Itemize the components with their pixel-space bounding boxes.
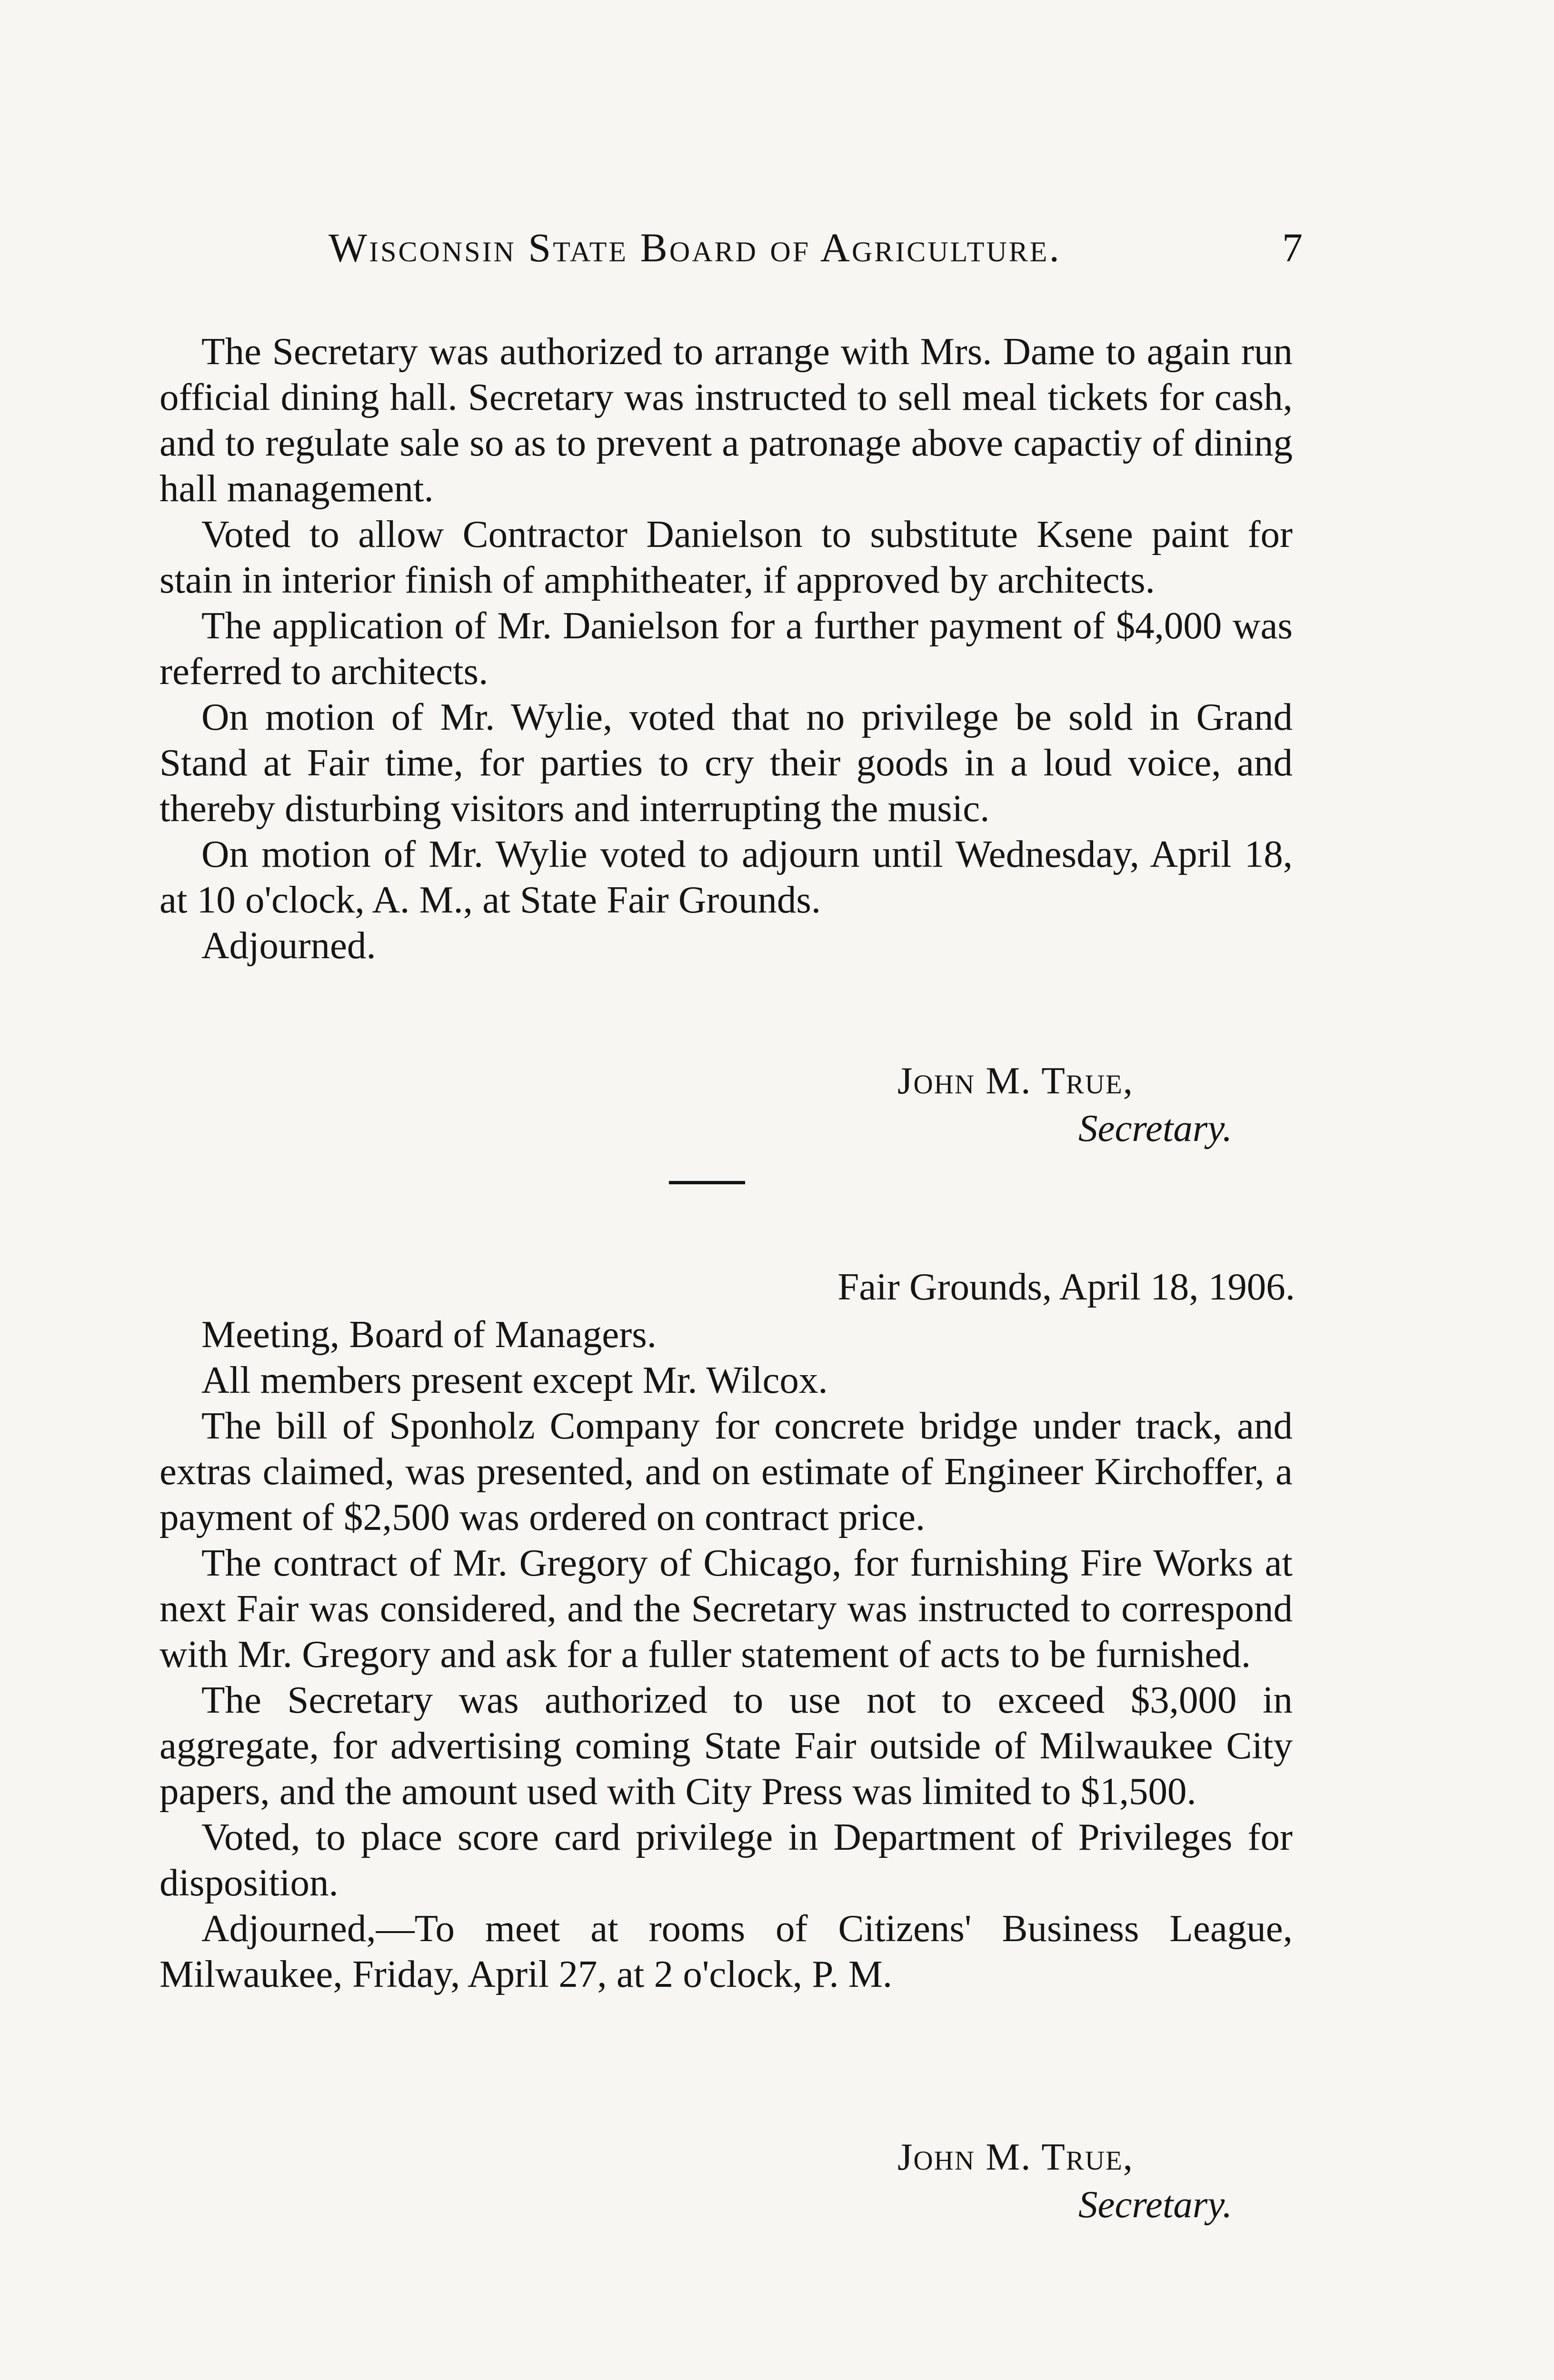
paragraph: Meeting, Board of Managers. [201,1313,657,1356]
paragraph: On motion of Mr. Wylie voted to adjourn until Wednesday, April 18, at 10 o'clock, A. M., at State Fair Grounds. [159,833,1293,921]
signature-title: Secretary. [1078,2183,1233,2226]
paragraph: The application of Mr. Danielson for a further payment of $4,000 was referred to architects. [159,604,1293,693]
paragraph: On motion of Mr. Wylie, voted that no privilege be sold in Grand Stand at Fair time, for parties to cry their goods in a loud voice, and thereby disturbing visitors and interrupting the music. [159,695,1293,830]
running-header [329,224,1305,290]
paragraph: The bill of Sponholz Company for concrete bridge under track, and extras claimed, was presented, and on estimate of Engineer Kirchoffer, a payment of $2,500 was ordered on contract price. [159,1404,1293,1538]
paragraph: Voted to allow Contractor Danielson to substitute Ksene paint for stain in interior finish of amphitheater, if approved by architects. [159,513,1293,601]
page-title: Wisconsin State Board of Agriculture. [329,225,1061,270]
page-number: 7 [1282,225,1305,270]
section-divider [669,1181,745,1184]
paragraph: The contract of Mr. Gregory of Chicago, for furnishing Fire Works at next Fair was considered, and the Secretary was instructed to correspond with Mr. Gregory and ask for a fuller statement of acts to be furnished. [159,1541,1293,1676]
paragraph: Voted, to place score card privilege in Department of Privileges for disposition. [159,1815,1293,1904]
signature-title: Secretary. [1078,1107,1233,1150]
paragraph: The Secretary was authorized to use not to exceed $3,000 in aggregate, for advertising coming State Fair outside of Milwaukee City papers, and the amount used with City Press was limited to $1,500. [159,1678,1293,1813]
minutes-section-2 [159,1311,1293,1997]
dateline: Fair Grounds, April 18, 1906. [837,1265,1295,1308]
paragraph: All members present except Mr. Wilcox. [201,1359,828,1401]
signature-name: John M. True, [897,1059,1134,1102]
minutes-section-1 [159,328,1293,968]
paragraph: Adjourned. [201,924,376,967]
paragraph: Adjourned,—To meet at rooms of Citizens' Business League, Milwaukee, Friday, April 27, at 2 o'clock, P. M. [159,1907,1293,1995]
paragraph: The Secretary was authorized to arrange with Mrs. Dame to again run official dining hall. Secretary was instructed to sell meal tickets for cash, and to regulate sale so as to prevent a patronage above capactiy of dining hall management. [159,330,1293,510]
signature-name: John M. True, [897,2135,1134,2178]
